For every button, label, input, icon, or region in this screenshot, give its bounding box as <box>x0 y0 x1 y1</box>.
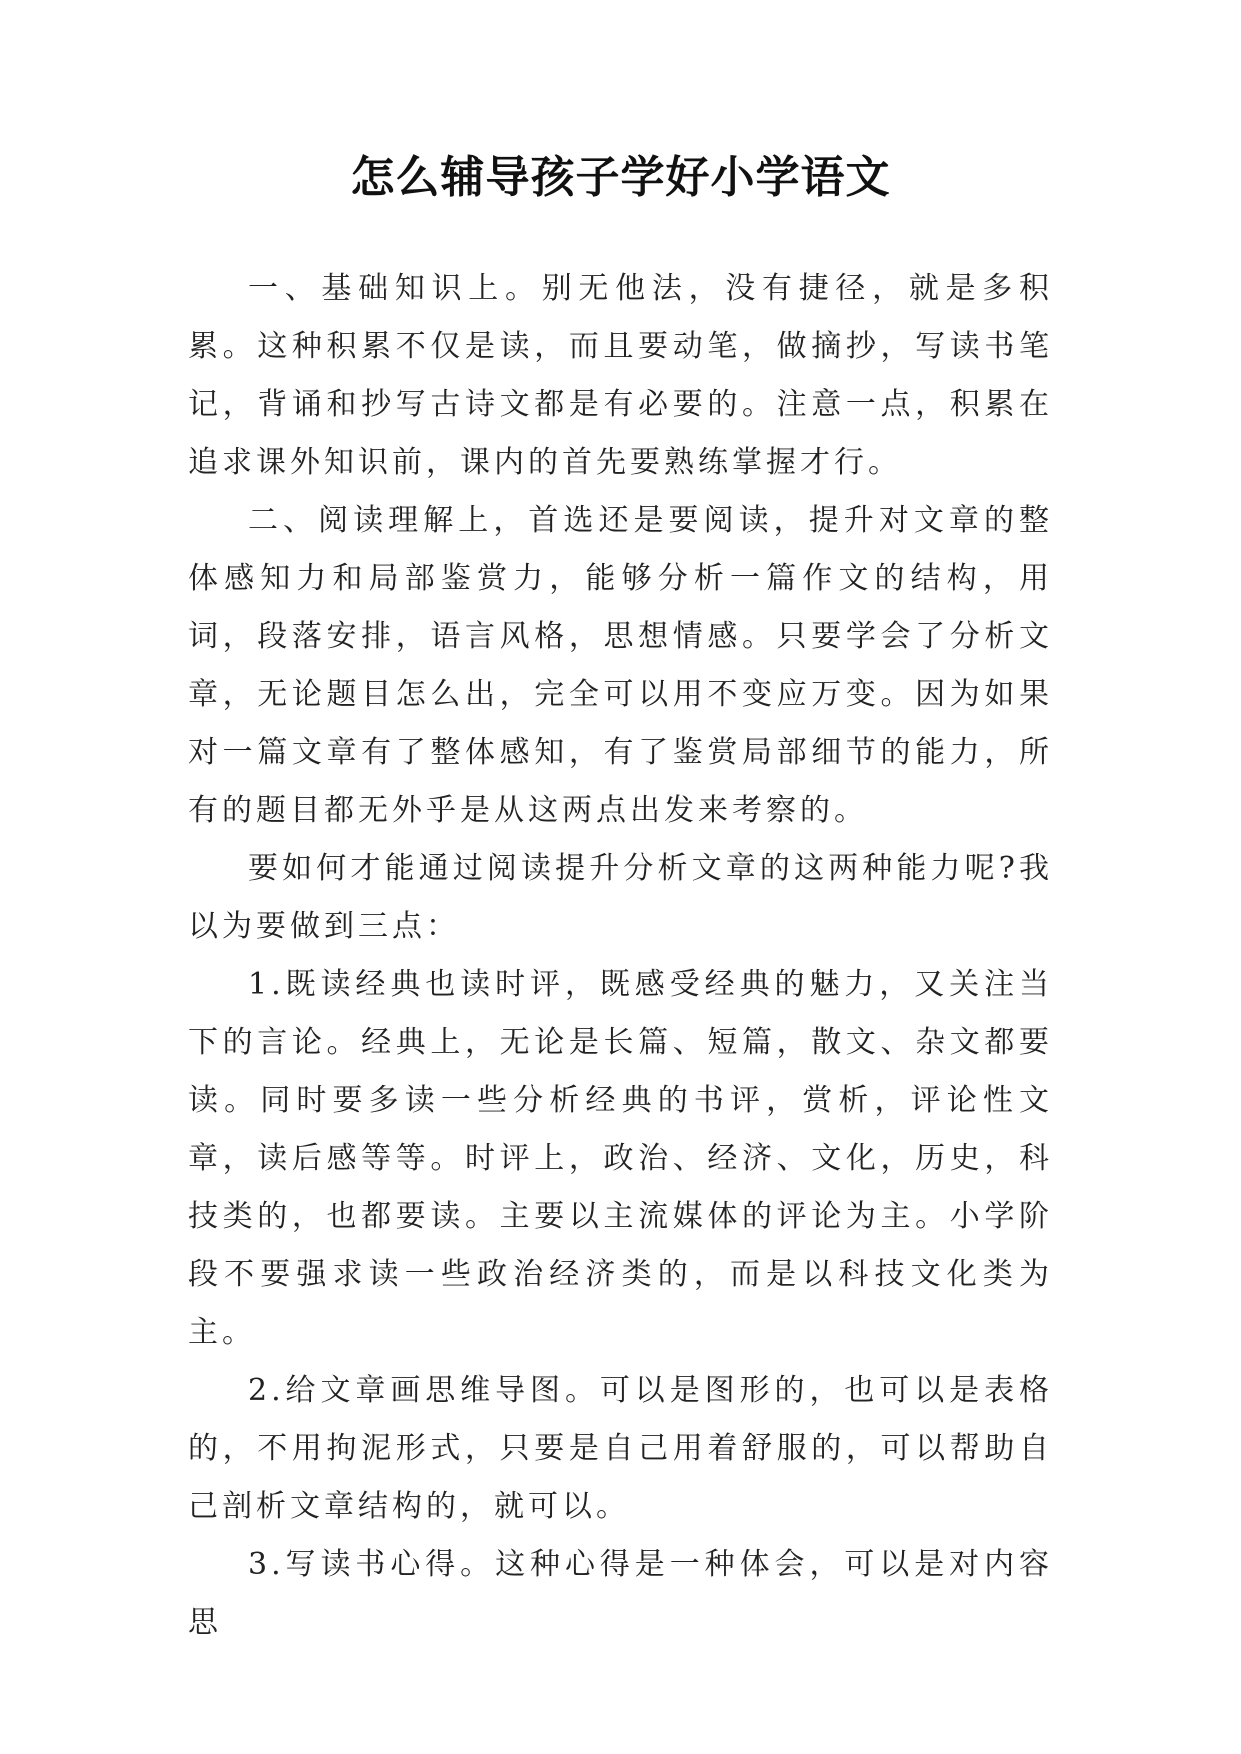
paragraph-reading-comprehension: 二、阅读理解上，首选还是要阅读，提升对文章的整体感知力和局部鉴赏力，能够分析一篇作文的结构，用词，段落安排，语言风格，思想情感。只要学会了分析文章，无论题目怎么出，完全可以用不变应万变。因为如果对一篇文章有了整体感知，有了鉴赏局部细节的能力，所有的题目都无外乎是从这两点出发来考察的。 <box>188 503 1053 828</box>
paragraph-three-points-intro: 要如何才能通过阅读提升分析文章的这两种能力呢?我以为要做到三点： <box>188 851 1053 944</box>
paragraph-point-3: 3.写读书心得。这种心得是一种体会，可以是对内容思 <box>188 1547 1053 1640</box>
paragraph-point-1: 1.既读经典也读时评，既感受经典的魅力，又关注当下的言论。经典上，无论是长篇、短篇，散文、杂文都要读。同时要多读一些分析经典的书评，赏析，评论性文章，读后感等等。时评上，政治、经济、文化，历史，科技类的，也都要读。主要以主流媒体的评论为主。小学阶段不要强求读一些政治经济类的，而是以科技文化类为主。 <box>188 967 1053 1350</box>
paragraph-point-2: 2.给文章画思维导图。可以是图形的，也可以是表格的，不用拘泥形式，只要是自己用着舒服的，可以帮助自己剖析文章结构的，就可以。 <box>188 1373 1053 1524</box>
document-body <box>188 260 1053 1652</box>
paragraph-basic-knowledge: 一、基础知识上。别无他法，没有捷径，就是多积累。这种积累不仅是读，而且要动笔，做摘抄，写读书笔记，背诵和抄写古诗文都是有必要的。注意一点，积累在追求课外知识前，课内的首先要熟练掌握才行。 <box>188 271 1053 480</box>
document-title: 怎么辅导孩子学好小学语文 <box>350 152 891 203</box>
